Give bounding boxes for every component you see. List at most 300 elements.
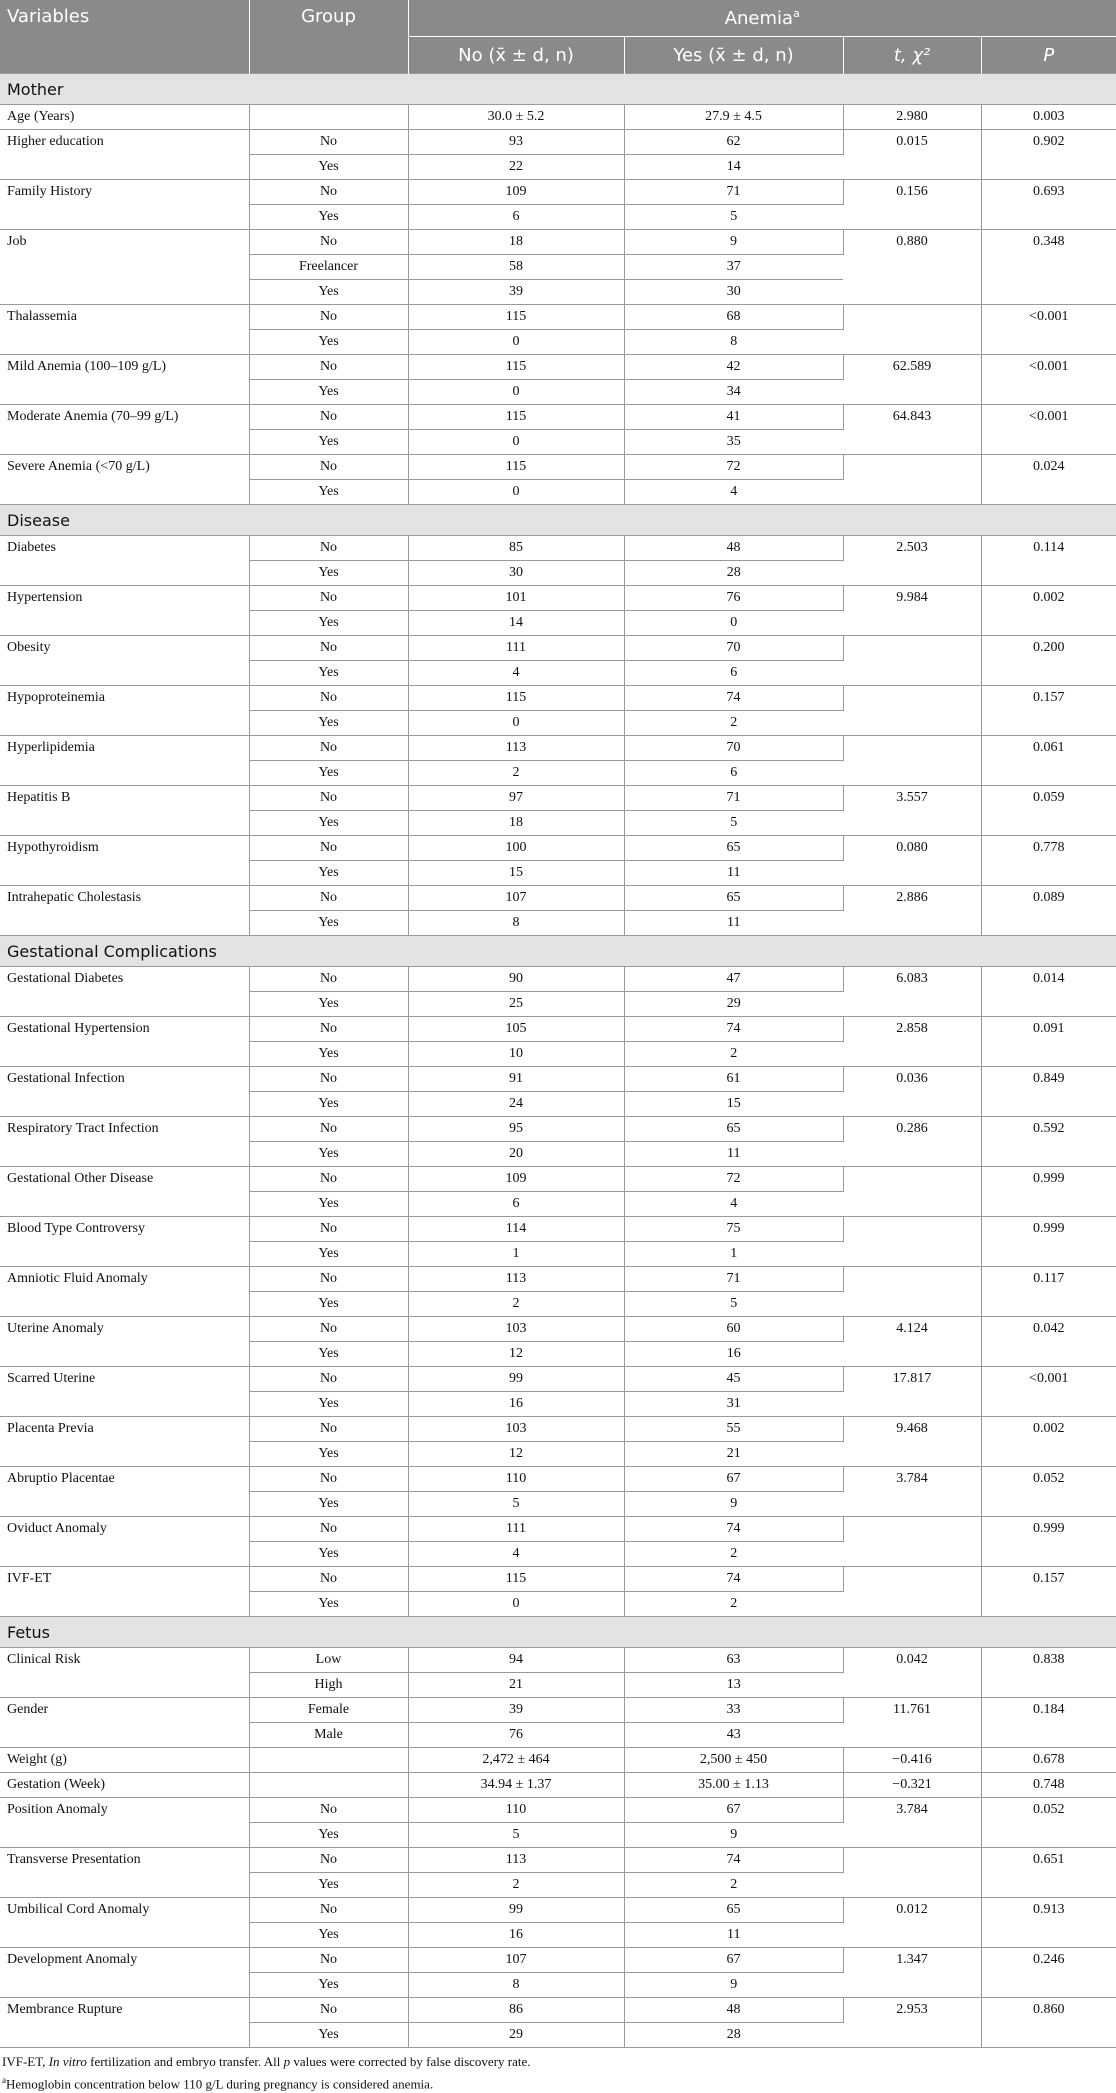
stat-value: 2.503	[843, 536, 981, 586]
group-cell: Yes	[249, 761, 408, 786]
group-cell: No	[249, 736, 408, 761]
group-cell: Yes	[249, 1042, 408, 1067]
stat-value: 0.012	[843, 1898, 981, 1948]
table-row	[0, 1798, 1116, 1823]
value-no: 115	[408, 355, 624, 380]
variable-name: Hypertension	[0, 586, 249, 636]
value-no: 16	[408, 1392, 624, 1417]
table-footnotes	[0, 2048, 1116, 2093]
value-yes: 71	[624, 786, 843, 811]
table-row	[0, 1998, 1116, 2023]
value-yes: 6	[624, 661, 843, 686]
stat-value	[843, 455, 981, 505]
group-cell: Yes	[249, 1192, 408, 1217]
group-cell: Yes	[249, 1542, 408, 1567]
value-yes: 41	[624, 405, 843, 430]
stat-value: 2.980	[843, 105, 981, 130]
value-no: 2	[408, 761, 624, 786]
value-no: 25	[408, 992, 624, 1017]
group-cell: No	[249, 1848, 408, 1873]
value-no: 76	[408, 1723, 624, 1748]
stat-value	[843, 736, 981, 786]
group-cell: No	[249, 686, 408, 711]
table-row	[0, 1317, 1116, 1342]
table-row	[0, 1067, 1116, 1092]
table-row	[0, 1773, 1116, 1798]
value-no: 94	[408, 1648, 624, 1673]
p-value: 0.157	[981, 686, 1116, 736]
table-row	[0, 230, 1116, 255]
value-yes: 65	[624, 1898, 843, 1923]
value-yes: 2	[624, 1873, 843, 1898]
value-yes: 42	[624, 355, 843, 380]
value-no: 20	[408, 1142, 624, 1167]
group-cell: No	[249, 305, 408, 330]
table-row	[0, 636, 1116, 661]
group-cell: Yes	[249, 330, 408, 355]
p-value: <0.001	[981, 305, 1116, 355]
section-title: Gestational Complications	[0, 936, 1116, 967]
value-no: 111	[408, 1517, 624, 1542]
variable-name: Abruptio Placentae	[0, 1467, 249, 1517]
value-yes: 11	[624, 1923, 843, 1948]
value-no: 29	[408, 2023, 624, 2048]
variable-name: Job	[0, 230, 249, 305]
variable-name: Higher education	[0, 130, 249, 180]
stat-value: 9.984	[843, 586, 981, 636]
value-no: 12	[408, 1342, 624, 1367]
value-yes: 30	[624, 280, 843, 305]
group-cell: Yes	[249, 861, 408, 886]
group-cell: Yes	[249, 430, 408, 455]
group-cell: Yes	[249, 992, 408, 1017]
table-row	[0, 405, 1116, 430]
value-yes: 63	[624, 1648, 843, 1673]
p-value: 0.157	[981, 1567, 1116, 1617]
p-value: 0.748	[981, 1773, 1116, 1798]
value-yes: 33	[624, 1698, 843, 1723]
stat-value: 0.080	[843, 836, 981, 886]
group-cell: No	[249, 536, 408, 561]
value-no: 115	[408, 305, 624, 330]
table-row	[0, 736, 1116, 761]
group-cell: No	[249, 1467, 408, 1492]
table-row	[0, 1367, 1116, 1392]
variable-name: Gestation (Week)	[0, 1773, 249, 1798]
header-variables: Variables	[0, 0, 249, 74]
group-cell: No	[249, 1367, 408, 1392]
header-row-1	[0, 0, 1116, 37]
p-value: 0.052	[981, 1798, 1116, 1848]
group-cell: No	[249, 1567, 408, 1592]
value-yes: 1	[624, 1242, 843, 1267]
value-no: 103	[408, 1417, 624, 1442]
group-cell: No	[249, 836, 408, 861]
variable-name: Transverse Presentation	[0, 1848, 249, 1898]
stat-value: 0.015	[843, 130, 981, 180]
stat-value	[843, 1217, 981, 1267]
section-title: Mother	[0, 74, 1116, 105]
value-yes: 9	[624, 230, 843, 255]
value-yes: 21	[624, 1442, 843, 1467]
variable-name: Hypoproteinemia	[0, 686, 249, 736]
header-yes: Yes (x̄ ± d, n)	[624, 37, 843, 74]
group-cell: No	[249, 1167, 408, 1192]
table-row	[0, 130, 1116, 155]
value-no: 10	[408, 1042, 624, 1067]
p-value: 0.849	[981, 1067, 1116, 1117]
group-cell: Yes	[249, 1923, 408, 1948]
value-no: 110	[408, 1798, 624, 1823]
section-header	[0, 936, 1116, 967]
value-yes: 76	[624, 586, 843, 611]
group-cell: Yes	[249, 1973, 408, 1998]
value-no: 110	[408, 1467, 624, 1492]
table-row	[0, 1948, 1116, 1973]
table-row	[0, 1217, 1116, 1242]
value-no: 107	[408, 886, 624, 911]
p-value: <0.001	[981, 1367, 1116, 1417]
value-yes: 9	[624, 1973, 843, 1998]
stat-value: 9.468	[843, 1417, 981, 1467]
value-yes: 2	[624, 1592, 843, 1617]
value-yes: 29	[624, 992, 843, 1017]
p-value: 0.061	[981, 736, 1116, 786]
group-cell: No	[249, 230, 408, 255]
stat-value: 6.083	[843, 967, 981, 1017]
stat-value: 64.843	[843, 405, 981, 455]
variable-name: Severe Anemia (<70 g/L)	[0, 455, 249, 505]
variable-name: IVF-ET	[0, 1567, 249, 1617]
p-value: 0.348	[981, 230, 1116, 305]
p-value: 0.902	[981, 130, 1116, 180]
table-row	[0, 1017, 1116, 1042]
stat-value: 0.156	[843, 180, 981, 230]
variable-name: Scarred Uterine	[0, 1367, 249, 1417]
stat-value	[843, 1567, 981, 1617]
group-cell: No	[249, 455, 408, 480]
table-row	[0, 1467, 1116, 1492]
header-p: P	[981, 37, 1116, 74]
value-no: 15	[408, 861, 624, 886]
group-cell: No	[249, 1117, 408, 1142]
stat-value: −0.321	[843, 1773, 981, 1798]
value-no: 58	[408, 255, 624, 280]
group-cell: No	[249, 636, 408, 661]
stat-value	[843, 1517, 981, 1567]
group-cell: Yes	[249, 1873, 408, 1898]
variable-name: Gestational Hypertension	[0, 1017, 249, 1067]
p-value: 0.778	[981, 836, 1116, 886]
table-row	[0, 1417, 1116, 1442]
group-cell: No	[249, 405, 408, 430]
variable-name: Hyperlipidemia	[0, 736, 249, 786]
value-yes: 67	[624, 1467, 843, 1492]
p-value: 0.246	[981, 1948, 1116, 1998]
variable-name: Oviduct Anomaly	[0, 1517, 249, 1567]
p-value: 0.838	[981, 1648, 1116, 1698]
value-no: 0	[408, 330, 624, 355]
value-yes: 70	[624, 636, 843, 661]
value-no: 18	[408, 230, 624, 255]
value-yes: 5	[624, 1292, 843, 1317]
value-yes: 4	[624, 480, 843, 505]
value-no: 114	[408, 1217, 624, 1242]
value-yes: 74	[624, 1517, 843, 1542]
p-value: <0.001	[981, 355, 1116, 405]
group-cell: Low	[249, 1648, 408, 1673]
stat-value: 0.286	[843, 1117, 981, 1167]
value-yes: 2	[624, 1042, 843, 1067]
group-cell: Yes	[249, 661, 408, 686]
value-yes: 60	[624, 1317, 843, 1342]
value-yes: 34	[624, 380, 843, 405]
variable-name: Gestational Infection	[0, 1067, 249, 1117]
stat-value: 3.557	[843, 786, 981, 836]
group-cell: Yes	[249, 1342, 408, 1367]
stat-value: 2.858	[843, 1017, 981, 1067]
table-row	[0, 1117, 1116, 1142]
table-row	[0, 786, 1116, 811]
group-cell: Yes	[249, 205, 408, 230]
variable-name: Diabetes	[0, 536, 249, 586]
value-yes: 62	[624, 130, 843, 155]
table-row	[0, 536, 1116, 561]
value-no: 107	[408, 1948, 624, 1973]
value-no: 5	[408, 1492, 624, 1517]
value-yes: 45	[624, 1367, 843, 1392]
group-cell: Yes	[249, 1142, 408, 1167]
value-yes: 5	[624, 811, 843, 836]
p-value: 0.184	[981, 1698, 1116, 1748]
value-no: 2,472 ± 464	[408, 1748, 624, 1773]
p-value: 0.014	[981, 967, 1116, 1017]
group-cell: Yes	[249, 280, 408, 305]
value-no: 90	[408, 967, 624, 992]
stat-value: 0.880	[843, 230, 981, 305]
group-cell: Yes	[249, 380, 408, 405]
table-row	[0, 180, 1116, 205]
value-no: 93	[408, 130, 624, 155]
table-row	[0, 1748, 1116, 1773]
value-no: 91	[408, 1067, 624, 1092]
value-no: 115	[408, 455, 624, 480]
value-yes: 28	[624, 2023, 843, 2048]
table-row	[0, 1648, 1116, 1673]
stat-value	[843, 1848, 981, 1898]
group-cell: No	[249, 1317, 408, 1342]
value-yes: 65	[624, 886, 843, 911]
value-yes: 72	[624, 1167, 843, 1192]
group-cell: Yes	[249, 811, 408, 836]
group-cell: Yes	[249, 155, 408, 180]
value-yes: 6	[624, 761, 843, 786]
section-header	[0, 505, 1116, 536]
group-cell: Yes	[249, 611, 408, 636]
value-yes: 67	[624, 1948, 843, 1973]
value-no: 0	[408, 480, 624, 505]
value-no: 22	[408, 155, 624, 180]
variable-name: Intrahepatic Cholestasis	[0, 886, 249, 936]
group-cell: Yes	[249, 561, 408, 586]
variable-name: Gestational Other Disease	[0, 1167, 249, 1217]
group-cell: Yes	[249, 1392, 408, 1417]
value-yes: 67	[624, 1798, 843, 1823]
value-yes: 74	[624, 1848, 843, 1873]
variable-name: Mild Anemia (100–109 g/L)	[0, 355, 249, 405]
value-no: 100	[408, 836, 624, 861]
value-no: 0	[408, 430, 624, 455]
value-no: 30	[408, 561, 624, 586]
group-cell: No	[249, 1217, 408, 1242]
value-yes: 8	[624, 330, 843, 355]
table-row	[0, 105, 1116, 130]
value-no: 99	[408, 1898, 624, 1923]
p-value: 0.678	[981, 1748, 1116, 1773]
p-value: 0.114	[981, 536, 1116, 586]
variable-name: Clinical Risk	[0, 1648, 249, 1698]
variable-name: Hypothyroidism	[0, 836, 249, 886]
value-yes: 14	[624, 155, 843, 180]
group-cell: Yes	[249, 1442, 408, 1467]
value-no: 2	[408, 1292, 624, 1317]
p-value: 0.592	[981, 1117, 1116, 1167]
value-yes: 74	[624, 686, 843, 711]
p-value: 0.693	[981, 180, 1116, 230]
stat-value: 4.124	[843, 1317, 981, 1367]
value-no: 34.94 ± 1.37	[408, 1773, 624, 1798]
section-header	[0, 74, 1116, 105]
value-yes: 2	[624, 1542, 843, 1567]
p-value: 0.089	[981, 886, 1116, 936]
group-cell: High	[249, 1673, 408, 1698]
value-yes: 65	[624, 836, 843, 861]
value-yes: 61	[624, 1067, 843, 1092]
value-no: 0	[408, 1592, 624, 1617]
value-yes: 75	[624, 1217, 843, 1242]
table-row	[0, 1567, 1116, 1592]
group-cell: Yes	[249, 711, 408, 736]
value-no: 8	[408, 911, 624, 936]
p-value: 0.003	[981, 105, 1116, 130]
header-no: No (x̄ ± d, n)	[408, 37, 624, 74]
p-value: 0.002	[981, 1417, 1116, 1467]
variable-name: Uterine Anomaly	[0, 1317, 249, 1367]
value-yes: 55	[624, 1417, 843, 1442]
group-cell: Female	[249, 1698, 408, 1723]
value-yes: 4	[624, 1192, 843, 1217]
table-row	[0, 967, 1116, 992]
header-anemia: Anemia$^a$	[408, 0, 1116, 37]
value-yes: 11	[624, 1142, 843, 1167]
stat-value: 0.036	[843, 1067, 981, 1117]
value-yes: 74	[624, 1567, 843, 1592]
value-no: 111	[408, 636, 624, 661]
p-value: 0.002	[981, 586, 1116, 636]
value-yes: 70	[624, 736, 843, 761]
header-group: Group	[249, 0, 408, 74]
value-no: 113	[408, 1267, 624, 1292]
value-yes: 65	[624, 1117, 843, 1142]
variable-name: Placenta Previa	[0, 1417, 249, 1467]
value-no: 113	[408, 1848, 624, 1873]
value-no: 85	[408, 536, 624, 561]
variable-name: Age (Years)	[0, 105, 249, 130]
value-no: 109	[408, 180, 624, 205]
value-yes: 35.00 ± 1.13	[624, 1773, 843, 1798]
group-cell: No	[249, 1898, 408, 1923]
variable-name: Umbilical Cord Anomaly	[0, 1898, 249, 1948]
value-no: 39	[408, 280, 624, 305]
stat-value: 2.953	[843, 1998, 981, 2048]
group-cell: Yes	[249, 480, 408, 505]
value-yes: 11	[624, 911, 843, 936]
value-no: 16	[408, 1923, 624, 1948]
value-yes: 2,500 ± 450	[624, 1748, 843, 1773]
p-value: 0.052	[981, 1467, 1116, 1517]
group-cell: Male	[249, 1723, 408, 1748]
value-yes: 47	[624, 967, 843, 992]
stat-value: 1.347	[843, 1948, 981, 1998]
group-cell	[249, 1773, 408, 1798]
p-value: 0.999	[981, 1517, 1116, 1567]
p-value: 0.042	[981, 1317, 1116, 1367]
variable-name: Family History	[0, 180, 249, 230]
section-header	[0, 1617, 1116, 1648]
value-no: 105	[408, 1017, 624, 1042]
table-row	[0, 1898, 1116, 1923]
value-yes: 74	[624, 1017, 843, 1042]
table-row	[0, 1517, 1116, 1542]
value-no: 103	[408, 1317, 624, 1342]
value-no: 18	[408, 811, 624, 836]
group-cell: Yes	[249, 1292, 408, 1317]
value-no: 21	[408, 1673, 624, 1698]
group-cell: Yes	[249, 2023, 408, 2048]
group-cell: No	[249, 1417, 408, 1442]
value-yes: 28	[624, 561, 843, 586]
value-yes: 37	[624, 255, 843, 280]
group-cell: No	[249, 1067, 408, 1092]
value-yes: 11	[624, 861, 843, 886]
group-cell: No	[249, 1798, 408, 1823]
table-row	[0, 1267, 1116, 1292]
value-no: 115	[408, 405, 624, 430]
stat-value: 0.042	[843, 1648, 981, 1698]
group-cell: No	[249, 1017, 408, 1042]
p-value: 0.651	[981, 1848, 1116, 1898]
value-yes: 9	[624, 1492, 843, 1517]
value-no: 115	[408, 1567, 624, 1592]
group-cell: No	[249, 1267, 408, 1292]
value-no: 30.0 ± 5.2	[408, 105, 624, 130]
value-no: 113	[408, 736, 624, 761]
value-yes: 48	[624, 536, 843, 561]
table-row	[0, 1698, 1116, 1723]
value-no: 14	[408, 611, 624, 636]
group-cell: No	[249, 180, 408, 205]
p-value: 0.913	[981, 1898, 1116, 1948]
variable-name: Position Anomaly	[0, 1798, 249, 1848]
value-no: 39	[408, 1698, 624, 1723]
variable-name: Membrance Rupture	[0, 1998, 249, 2048]
stat-value: 3.784	[843, 1467, 981, 1517]
value-no: 6	[408, 1192, 624, 1217]
stat-value	[843, 1267, 981, 1317]
stat-value: 2.886	[843, 886, 981, 936]
p-value: 0.200	[981, 636, 1116, 686]
group-cell: No	[249, 967, 408, 992]
